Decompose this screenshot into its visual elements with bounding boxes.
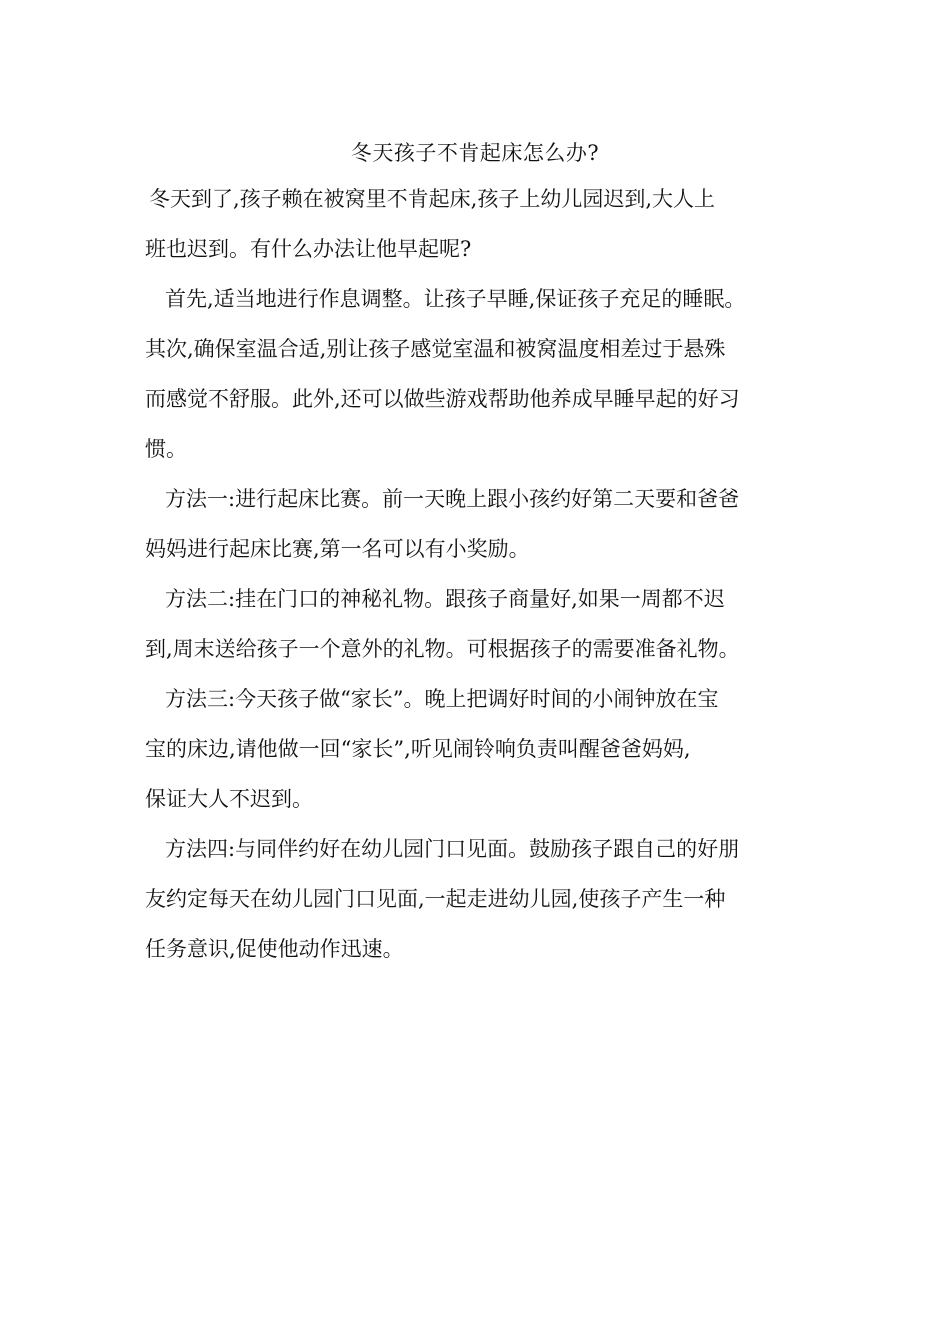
text-line: 到,周末送给孩子一个意外的礼物。可根据孩子的需要准备礼物。 xyxy=(145,637,740,661)
text-line: 首先,适当地进行作息调整。让孩子早睡,保证孩子充足的睡眠。 xyxy=(165,287,746,311)
text-line: 班也迟到。有什么办法让他早起呢? xyxy=(145,237,472,261)
document-title: 冬天孩子不肯起床怎么办? xyxy=(350,141,600,165)
text-line: 惯。 xyxy=(145,437,187,461)
text-line: 友约定每天在幼儿园门口见面,一起走进幼儿园,使孩子产生一种 xyxy=(145,887,726,911)
text-line: 妈妈进行起床比赛,第一名可以有小奖励。 xyxy=(145,537,530,561)
document-body xyxy=(145,181,815,981)
paragraph-method-2 xyxy=(145,581,815,668)
text-line: 方法三:今天孩子做“家长”。晚上把调好时间的小闹钟放在宝 xyxy=(165,687,719,711)
text-line: 任务意识,促使他动作迅速。 xyxy=(145,937,404,961)
text-line: 方法四:与同伴约好在幼儿园门口见面。鼓励孩子跟自己的好朋 xyxy=(165,837,740,861)
text-line: 而感觉不舒服。此外,还可以做些游戏帮助他养成早睡早起的好习 xyxy=(145,387,740,411)
text-line: 方法一:进行起床比赛。前一天晚上跟小孩约好第二天要和爸爸 xyxy=(165,487,740,511)
paragraph-method-4 xyxy=(145,831,815,968)
text-line: 宝的床边,请他做一回“家长”,听见闹铃响负责叫醒爸爸妈妈, xyxy=(145,737,691,761)
paragraph-intro xyxy=(145,181,815,268)
paragraph-method-3 xyxy=(145,681,815,818)
text-line: 冬天到了,孩子赖在被窝里不肯起床,孩子上幼儿园迟到,大人上 xyxy=(149,187,716,211)
text-line: 其次,确保室温合适,别让孩子感觉室温和被窝温度相差过于悬殊 xyxy=(145,337,726,361)
text-line: 保证大人不迟到。 xyxy=(145,787,313,811)
paragraph-advice xyxy=(145,281,815,468)
text-line: 方法二:挂在门口的神秘礼物。跟孩子商量好,如果一周都不迟 xyxy=(165,587,725,611)
paragraph-method-1 xyxy=(145,481,815,568)
